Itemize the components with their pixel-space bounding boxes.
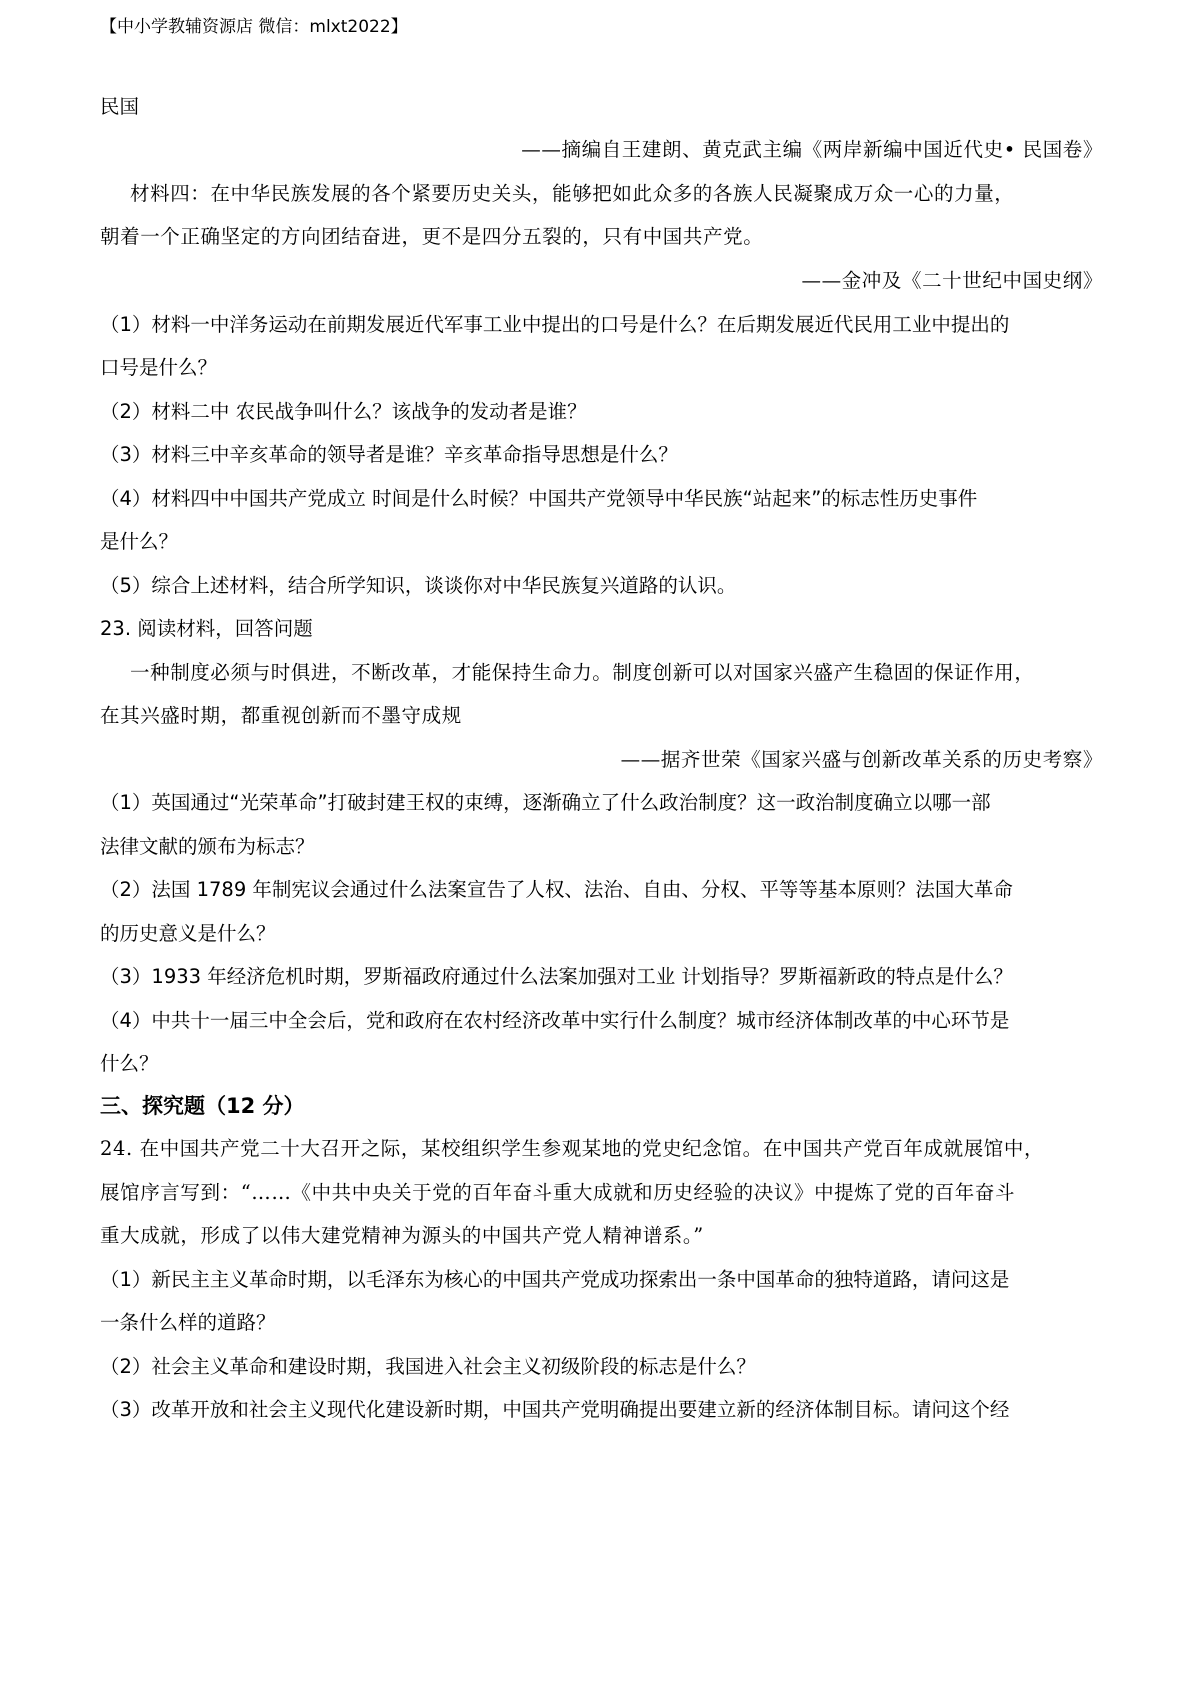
q22-sub3: （3）材料三中辛亥革命的领导者是谁？辛亥革命指导思想是什么？ [100, 443, 678, 466]
q22-sub4-line1: （4）材料四中中国共产党成立 时间是什么时候？中国共产党领导中华民族“站起来”的标志性历史事件 [100, 487, 978, 510]
q23-sub3: （3）1933 年经济危机时期，罗斯福政府通过什么法案加强对工业 计划指导？罗斯福新政的特点是什么？ [100, 965, 1013, 988]
q22-sub1-line2: 口号是什么？ [100, 356, 218, 379]
q24-sub1-line1: （1）新民主主义革命时期，以毛泽东为核心的中国共产党成功探索出一条中国革命的独特道路，请问这是 [100, 1268, 1010, 1291]
material4-source: ——金冲及《二十世纪中国史纲》 [801, 269, 1103, 292]
q24-intro-line3: 重大成就，形成了以伟大建党精神为源头的中国共产党人精神谱系。” [100, 1224, 704, 1247]
q23-title: 23. 阅读材料，回答问题 [100, 617, 313, 640]
q23-sub1-line2: 法律文献的颁布为标志？ [100, 835, 315, 858]
q23-sub1-line1: （1）英国通过“光荣革命”打破封建王权的束缚，逐渐确立了什么政治制度？这一政治制度确立以哪一部 [100, 791, 991, 814]
q24-intro-line1: 24. 在中国共产党二十大召开之际，某校组织学生参观某地的党史纪念馆。在中国共产党百年成就展馆中， [100, 1137, 1045, 1160]
material3-source: ——摘编自王建朗、黄克武主编《两岸新编中国近代史• 民国卷》 [521, 138, 1103, 161]
material4-line1: 材料四：在中华民族发展的各个紧要历史关头，能够把如此众多的各族人民凝聚成万众一心的力量， [130, 182, 1015, 205]
q24-sub3-line1: （3）改革开放和社会主义现代化建设新时期，中国共产党明确提出要建立新的经济体制目标。请问这个经 [100, 1398, 1010, 1421]
q23-material-line2: 在其兴盛时期，都重视创新而不墨守成规 [100, 704, 462, 727]
q23-sub4-line1: （4）中共十一届三中全会后，党和政府在农村经济改革中实行什么制度？城市经济体制改革的中心环节是 [100, 1009, 1010, 1032]
material4-line2: 朝着一个正确坚定的方向团结奋进，更不是四分五裂的，只有中国共产党。 [100, 225, 764, 248]
q23-sub2-line1: （2）法国 1789 年制宪议会通过什么法案宣告了人权、法治、自由、分权、平等等基本原则？法国大革命 [100, 878, 1013, 901]
q24-intro-line2: 展馆序言写到：“……《中共中央关于党的百年奋斗重大成就和历史经验的决议》中提炼了党的百年奋斗 [100, 1181, 1016, 1204]
section-heading: 三、探究题（12 分） [100, 1094, 305, 1118]
q24-sub2: （2）社会主义革命和建设时期，我国进入社会主义初级阶段的标志是什么？ [100, 1355, 756, 1378]
q24-sub1-line2: 一条什么样的道路？ [100, 1311, 276, 1334]
q22-sub4-line2: 是什么？ [100, 530, 179, 553]
q23-material-line1: 一种制度必须与时俱进，不断改革，才能保持生命力。制度创新可以对国家兴盛产生稳固的保证作用， [130, 661, 1035, 684]
q22-sub1-line1: （1）材料一中洋务运动在前期发展近代军事工业中提出的口号是什么？在后期发展近代民用工业中提出的 [100, 313, 1010, 336]
q23-source: ——据齐世荣《国家兴盛与创新改革关系的历史考察》 [620, 748, 1103, 771]
q22-sub2: （2）材料二中 农民战争叫什么？该战争的发动者是谁？ [100, 400, 587, 423]
q22-sub5: （5）综合上述材料，结合所学知识，谈谈你对中华民族复兴道路的认识。 [100, 574, 737, 597]
q23-sub4-line2: 什么？ [100, 1052, 159, 1075]
material3-tail: 民国 [100, 95, 140, 118]
q23-sub2-line2: 的历史意义是什么？ [100, 922, 276, 945]
watermark-text: 【中小学教辅资源店 微信：mlxt2022】 [100, 17, 408, 37]
